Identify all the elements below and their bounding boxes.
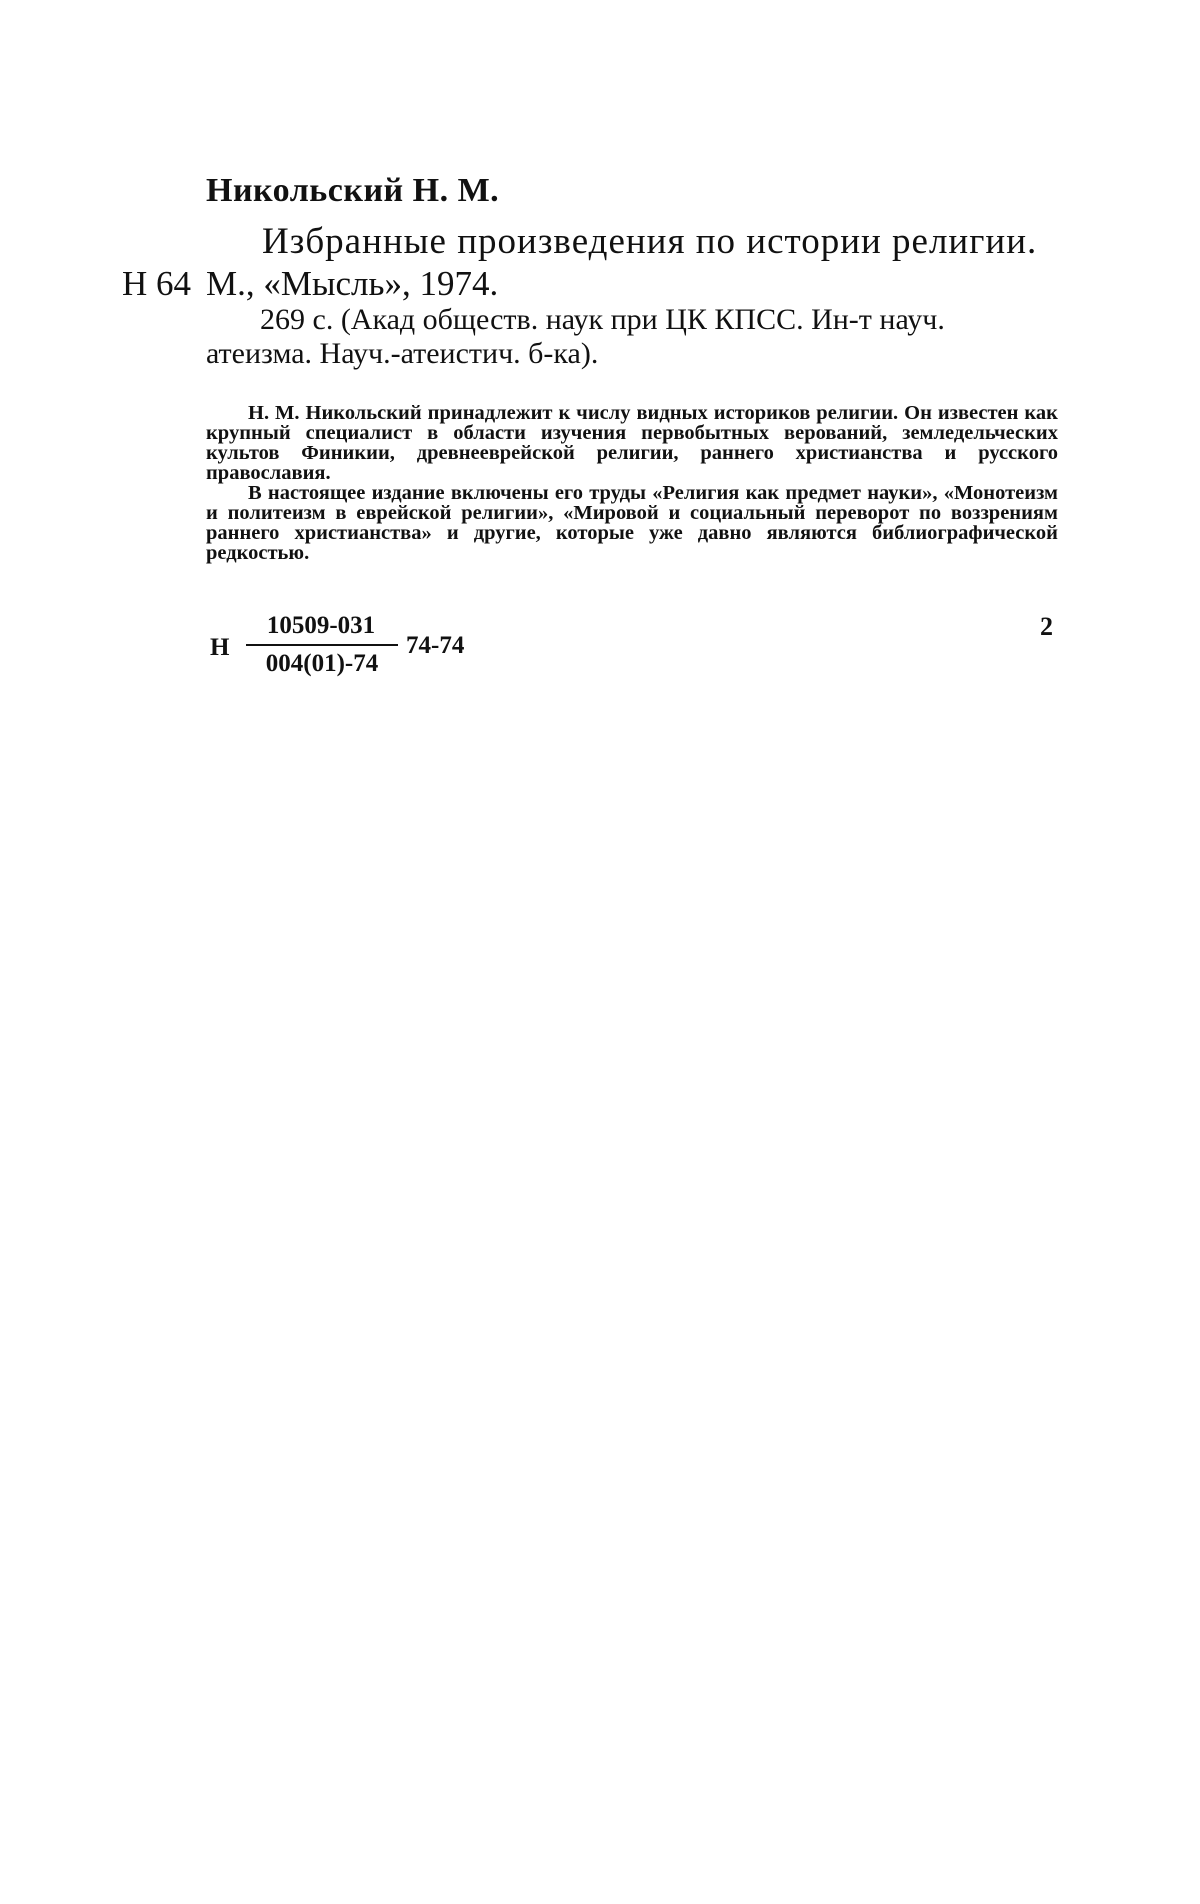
index-denominator: 004(01)-74 — [265, 650, 379, 677]
annotation — [206, 403, 1058, 563]
page-number: 2 — [1040, 612, 1053, 641]
annotation-paragraph: В настоящее издание включены его труды «Религия как предмет науки», «Монотеизм и политеизм в еврейской религии», «Мировой и социальный переворот по воззрениям раннего христианства» и другие, которые уже давно являются библиографической редкостью. — [206, 482, 1058, 564]
book-title: Избранные произведения по истории религии. — [262, 221, 1038, 262]
index-numerator: 10509-031 — [266, 612, 376, 639]
annotation-paragraph: Н. М. Никольский принадлежит к числу видных историков религии. Он известен как крупный специалист в области изучения первобытных верований, земледельческих культов Финикии, древнееврейской религии, раннего христианства и русского православия. — [206, 402, 1058, 484]
series-note: атеизма. Науч.-атеистич. б-ка). — [206, 337, 599, 370]
imprint-line: М., «Мысль», 1974. — [206, 264, 499, 303]
author-heading: Никольский Н. М. — [206, 172, 500, 209]
author-code-sign: Н 64 — [122, 264, 192, 303]
classification-index — [210, 612, 490, 692]
physical-description: 269 с. (Акад обществ. наук при ЦК КПСС. Ин-т науч. — [260, 303, 945, 336]
index-code: 74-74 — [406, 632, 465, 659]
fraction-rule — [246, 644, 398, 646]
index-letter: Н — [210, 634, 230, 661]
